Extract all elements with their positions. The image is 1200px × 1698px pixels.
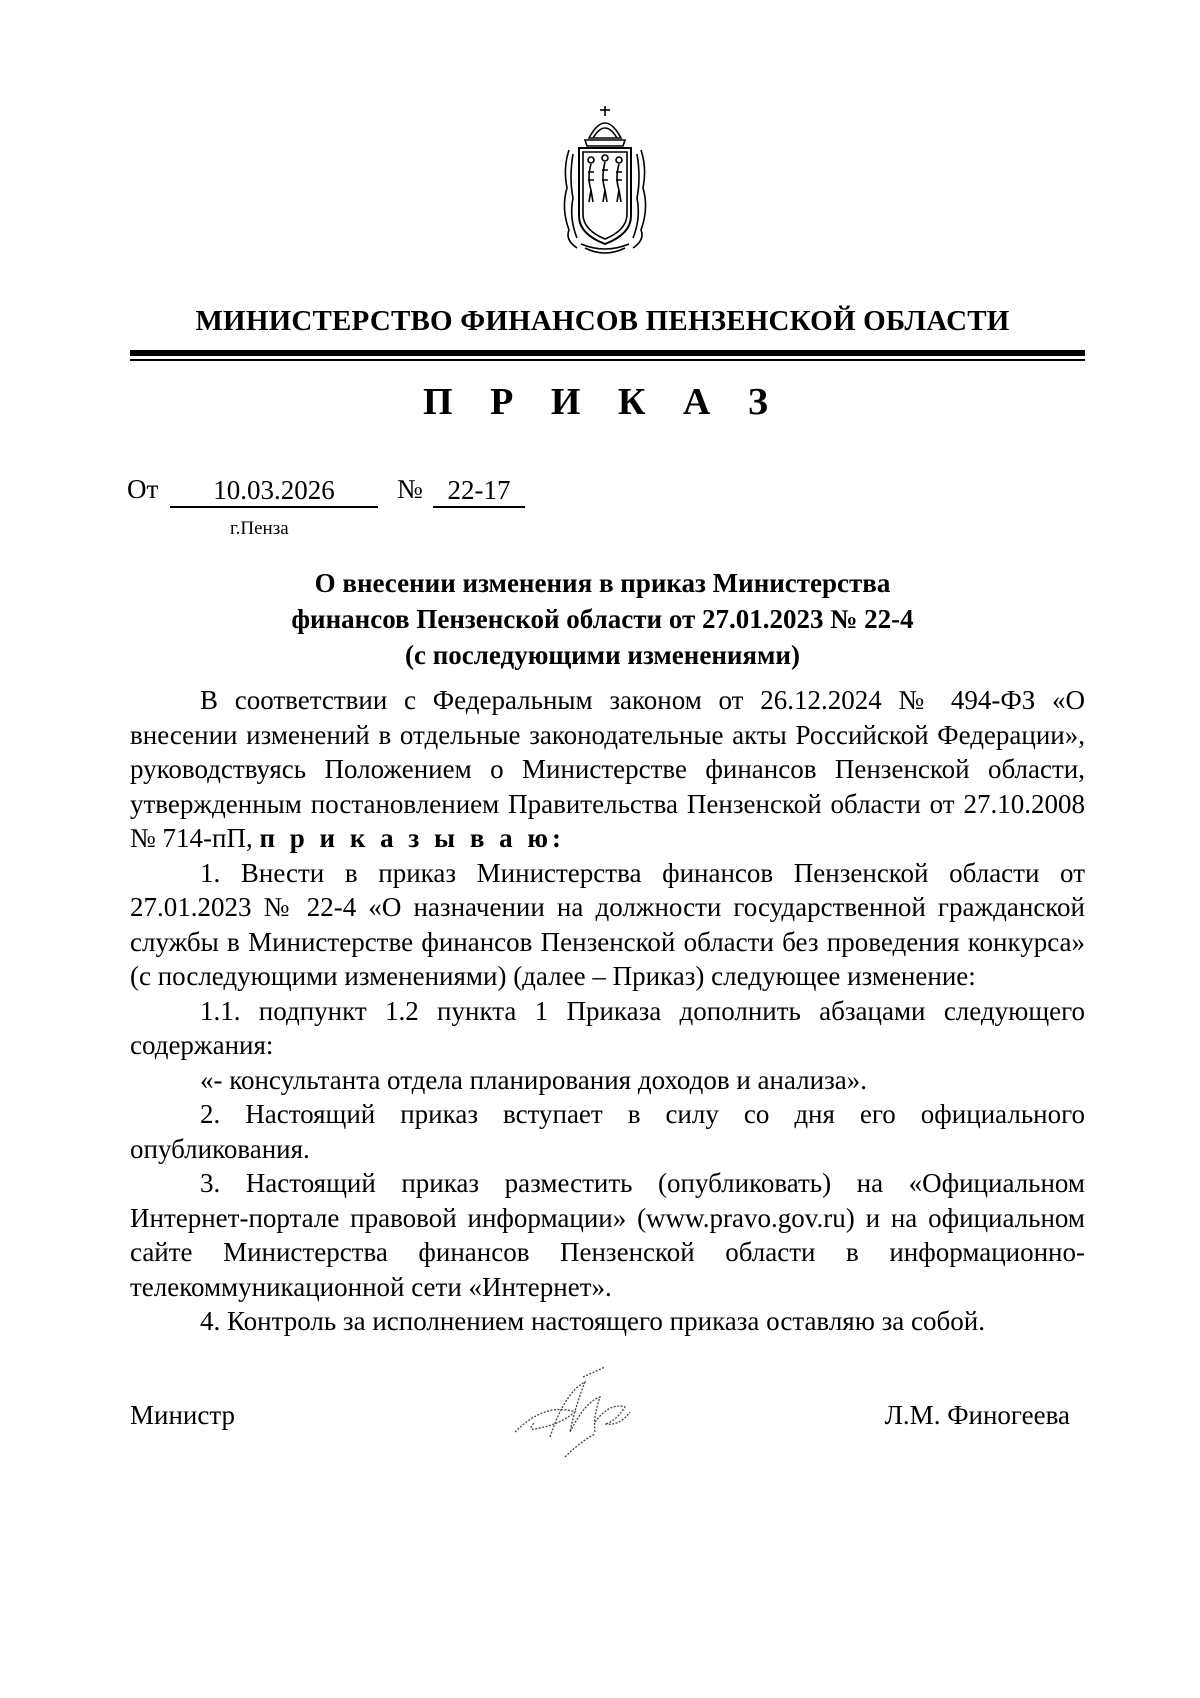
body-paragraph-4: 4. Контроль за исполнением настоящего приказа оставляю за собой. bbox=[200, 1306, 985, 1336]
order-word: п р и к а з ы в а ю: bbox=[259, 823, 566, 853]
subject-line-3: (с последующими изменениями) bbox=[405, 640, 800, 670]
coat-of-arms-icon bbox=[555, 98, 655, 258]
handwritten-signature-icon bbox=[505, 1362, 655, 1462]
preamble-text: В соответствии с Федеральным законом от 26.12.2024 № 494-ФЗ «О внесении изменений в отдельные законодательные акты Российской Федерации», руководствуясь Положением о Министерстве финансов Пензенской области, утвержденным постановлением Правительства Пензенской области от 27.10.2008 № 714-пП, bbox=[130, 685, 1085, 853]
date-label: От bbox=[127, 474, 159, 504]
header-rule-thin bbox=[130, 359, 1085, 361]
subject-line-2: финансов Пензенской области от 27.01.2023 № 22-4 bbox=[291, 604, 914, 634]
ministry-name: МИНИСТЕРСТВО ФИНАНСОВ ПЕНЗЕНСКОЙ ОБЛАСТИ bbox=[195, 305, 1010, 337]
subject-line-1: О внесении изменения в приказ Министерства bbox=[314, 568, 891, 598]
document-subject bbox=[120, 565, 1085, 673]
signatory-title: Министр bbox=[130, 1400, 235, 1430]
document-city: г.Пенза bbox=[230, 518, 289, 539]
body-paragraph-2: 2. Настоящий приказ вступает в силу со дня его официального опубликования. bbox=[130, 1099, 1085, 1164]
signatory-name: Л.М. Финогеева bbox=[884, 1400, 1070, 1430]
header-rule-thick bbox=[130, 350, 1085, 356]
document-body bbox=[130, 683, 1085, 1339]
body-paragraph-1-1: 1.1. подпункт 1.2 пункта 1 Приказа дополнить абзацами следующего содержания: bbox=[130, 995, 1085, 1060]
body-paragraph-preamble bbox=[130, 683, 1085, 856]
number-label: № bbox=[397, 474, 423, 504]
document-number: 22-17 bbox=[433, 474, 525, 508]
body-paragraph-quote: «- консультанта отдела планирования доходов и анализа». bbox=[200, 1064, 867, 1095]
body-paragraph-1: 1. Внести в приказ Министерства финансов Пензенской области от 27.01.2023 № 22-4 «О назначении на должности государственной гражданской службы в Министерстве финансов Пензенской области без проведения конкурса» (с последующими изменениями) (далее – Приказ) следующее изменение: bbox=[130, 857, 1085, 991]
document-type: П Р И К А З bbox=[423, 381, 782, 423]
body-paragraph-3: 3. Настоящий приказ разместить (опубликовать) на «Официальном Интернет-портале правовой информации» (www.pravo.gov.ru) и на официальном сайте Министерства финансов Пензенской области в информационно-телекоммуникационной сети «Интернет». bbox=[130, 1168, 1085, 1302]
document-date: 10.03.2026 bbox=[170, 474, 378, 508]
